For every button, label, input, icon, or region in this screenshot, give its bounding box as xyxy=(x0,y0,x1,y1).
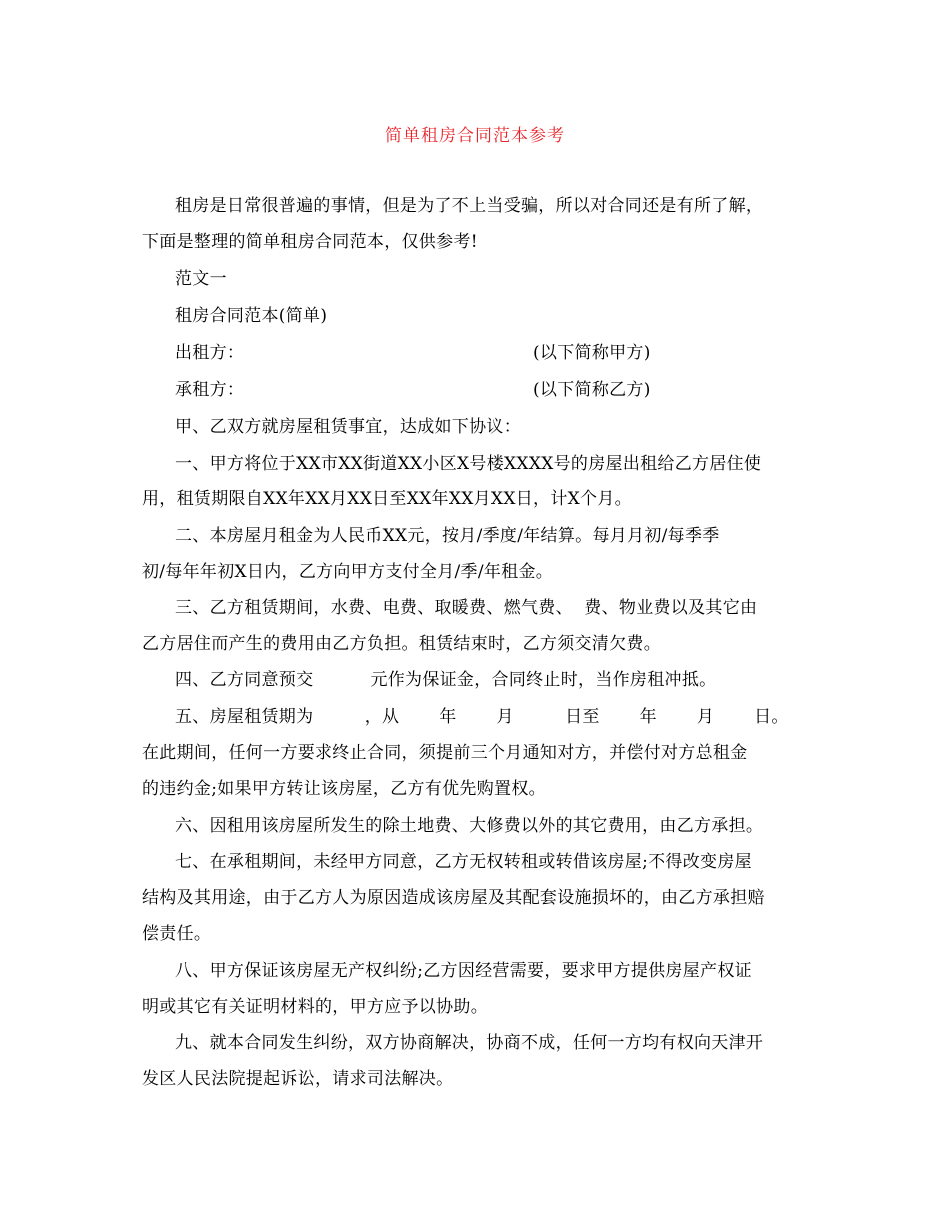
clause-7-line: 七、在承租期间，未经甲方同意，乙方无权转租或转借该房屋;不得改变房屋 xyxy=(175,852,752,872)
clause-7-line: 偿责任。 xyxy=(142,924,212,944)
clause-7-line: 结构及其用途，由于乙方人为原因造成该房屋及其配套设施损坏的，由乙方承担赔 xyxy=(142,888,765,908)
clause-1-line: 一、甲方将位于XX市XX街道XX小区X号楼XXXX号的房屋出租给乙方居住使 xyxy=(175,454,762,474)
clause-8-line: 八、甲方保证该房屋无产权纠纷;乙方因经营需要，要求甲方提供房屋产权证 xyxy=(175,961,752,981)
clause-4-line: 四、乙方同意预交 元作为保证金，合同终止时，当作房租冲抵。 xyxy=(175,670,717,690)
clause-5-line: 五、房屋租赁期为 ，从 年 月 日至 年 月 日。 xyxy=(175,707,789,727)
clause-3-line: 乙方居住而产生的费用由乙方负担。租赁结束时，乙方须交清欠费。 xyxy=(142,634,661,654)
clause-5-line: 的违约金;如果甲方转让该房屋，乙方有优先购置权。 xyxy=(142,779,546,799)
document-title: 简单租房合同范本参考 xyxy=(385,126,565,146)
agreement-intro: 甲、乙双方就房屋租赁事宜，达成如下协议： xyxy=(175,417,521,437)
clause-8-line: 明或其它有关证明材料的，甲方应予以协助。 xyxy=(142,997,488,1017)
lessor-note: (以下简称甲方) xyxy=(533,343,651,363)
clause-9-line: 发区人民法院提起诉讼，请求司法解决。 xyxy=(142,1069,454,1089)
lessee-note: (以下简称乙方) xyxy=(533,380,651,400)
lessor-label: 出租方： xyxy=(175,343,245,363)
section-heading: 范文一 xyxy=(175,269,227,289)
clause-2-line: 初/每年年初X日内，乙方向甲方支付全月/季/年租金。 xyxy=(142,562,554,582)
clause-1-line: 用，租赁期限自XX年XX月XX日至XX年XX月XX日，计X个月。 xyxy=(142,489,632,509)
paragraph-line: 租房是日常很普遍的事情，但是为了不上当受骗，所以对合同还是有所了解， xyxy=(175,196,764,216)
clause-5-line: 在此期间，任何一方要求终止合同，须提前三个月通知对方，并偿付对方总租金 xyxy=(142,743,748,763)
contract-heading: 租房合同范本(简单) xyxy=(175,306,328,326)
clause-6-line: 六、因租用该房屋所发生的除土地费、大修费以外的其它费用，由乙方承担。 xyxy=(175,816,764,836)
paragraph-line: 下面是整理的简单租房合同范本，仅供参考! xyxy=(142,232,478,252)
clause-9-line: 九、就本合同发生纠纷，双方协商解决，协商不成，任何一方均有权向天津开 xyxy=(175,1033,764,1053)
clause-2-line: 二、本房屋月租金为人民币XX元，按月/季度/年结算。每月月初/每季季 xyxy=(175,526,720,546)
clause-3-line: 三、乙方租赁期间，水费、电费、取暖费、燃气费、 费、物业费以及其它由 xyxy=(175,598,758,618)
lessee-label: 承租方： xyxy=(175,380,245,400)
